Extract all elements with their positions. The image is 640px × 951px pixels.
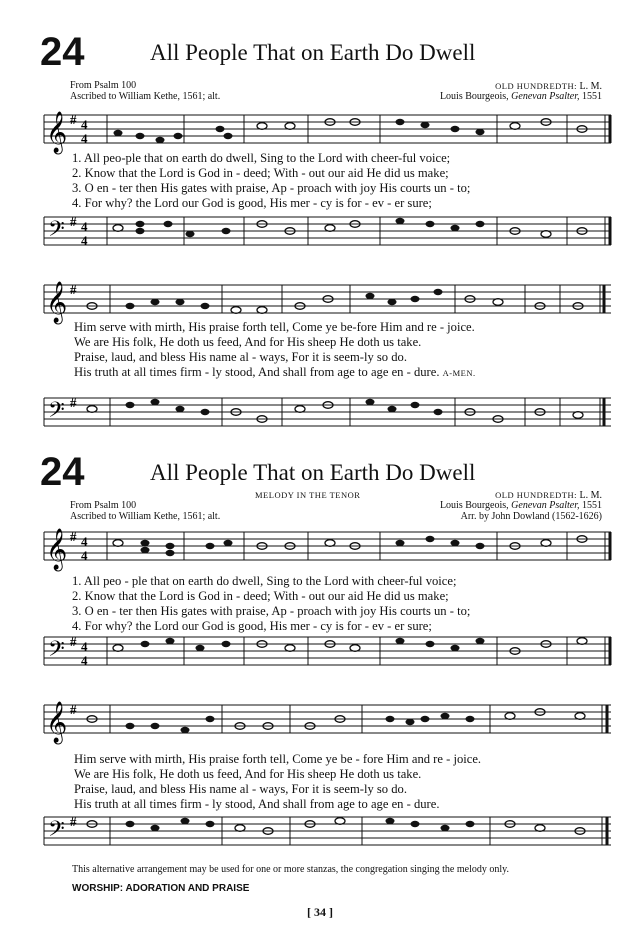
composer-year: 1551 [582, 91, 602, 102]
meter: L. M. [579, 81, 602, 92]
text-source: From Psalm 100 [70, 80, 137, 91]
composer-work: Genevan Psalter, [511, 91, 580, 102]
page-number: [ 34 ] [307, 905, 333, 919]
svg-text:4: 4 [81, 131, 88, 146]
svg-text:𝄞: 𝄞 [46, 112, 68, 153]
verse-lines [74, 752, 481, 812]
bass-staff [0, 393, 640, 443]
verse-line: 2. Know that the Lord is God in - deed; With - out our aid He did us make; [72, 166, 449, 180]
verse-line: 3. O en - ter then His gates with praise, Ap - proach with joy His courts un - to; [72, 181, 471, 195]
verse-line: Praise, laud, and bless His name al - ways, For it is seem-ly so do. [74, 350, 407, 364]
svg-text:4: 4 [81, 534, 88, 549]
hymn-title: All People That on Earth Do Dwell [150, 460, 476, 485]
verse-line: We are His folk, He doth us feed, And for His sheep He doth us take. [74, 335, 422, 349]
svg-text:#: # [70, 529, 77, 544]
hymn-number: 24 [40, 30, 85, 74]
footnote: This alternative arrangement may be used for one or more stanzas, the congregation singing the melody only. [72, 864, 509, 875]
bass-staff [0, 632, 640, 682]
svg-text:#: # [70, 702, 77, 717]
svg-text:#: # [70, 814, 77, 829]
svg-text:4: 4 [81, 233, 88, 248]
section-heading: WORSHIP: ADORATION AND PRAISE [72, 883, 250, 894]
text-author: Ascribed to William Kethe, 1561; alt. [70, 91, 221, 102]
arrangement-note: MELODY IN THE TENOR [255, 490, 361, 500]
verse-lines [72, 574, 470, 634]
composer-work: Genevan Psalter, [511, 500, 580, 511]
hymn-title: All People That on Earth Do Dwell [150, 40, 476, 65]
text-author: Ascribed to William Kethe, 1561; alt. [70, 511, 221, 522]
svg-text:𝄞: 𝄞 [46, 282, 68, 323]
tune-label: OLD HUNDREDTH: [495, 490, 577, 500]
verse-line: 4. For why? the Lord our God is good, His mer - cy is for - ev - er sure; [72, 619, 432, 633]
svg-text:#: # [70, 214, 77, 229]
svg-text:𝄢: 𝄢 [48, 217, 65, 247]
composer-year: 1551 [582, 500, 602, 511]
verse-line: 3. O en - ter then His gates with praise, Ap - proach with joy His courts un - to; [72, 604, 471, 618]
treble-staff [0, 527, 640, 577]
svg-text:4: 4 [81, 219, 88, 234]
svg-text:𝄢: 𝄢 [48, 817, 65, 847]
svg-text:#: # [70, 395, 77, 410]
bass-staff [0, 212, 640, 262]
amen-label: A-MEN. [442, 368, 476, 378]
tune-label: OLD HUNDREDTH: [495, 81, 577, 91]
svg-text:4: 4 [81, 653, 88, 668]
verse-line: Him serve with mirth, His praise forth tell, Come ye be-fore Him and re - joice. [74, 320, 475, 334]
verse-text: His truth at all times firm - ly stood, And shall from age to age en - dure. [74, 365, 440, 379]
svg-text:4: 4 [81, 548, 88, 563]
meter: L. M. [579, 490, 602, 501]
svg-text:𝄞: 𝄞 [46, 702, 68, 743]
svg-text:4: 4 [81, 639, 88, 654]
composer-name: Louis Bourgeois, [439, 500, 509, 511]
composer-name: Louis Bourgeois, [439, 91, 509, 102]
verse-line: Him serve with mirth, His praise forth tell, Come ye be - fore Him and re - joice. [74, 752, 482, 766]
svg-text:4: 4 [81, 117, 88, 132]
text-source: From Psalm 100 [70, 500, 137, 511]
verse-line: His truth at all times firm - ly stood, And shall from age to age en - dure. [74, 797, 440, 811]
verse-line: 1. All peo - ple that on earth do dwell, Sing to the Lord with cheer-ful voice; [72, 574, 457, 588]
verse-line: 2. Know that the Lord is God in - deed; With - out our aid He did us make; [72, 589, 449, 603]
bass-staff [0, 812, 640, 862]
verse-line [74, 365, 476, 380]
svg-text:𝄢: 𝄢 [48, 637, 65, 667]
svg-text:#: # [70, 634, 77, 649]
verse-line: 1. All peo-ple that on earth do dwell, Sing to the Lord with cheer-ful voice; [72, 151, 451, 165]
verse-line: 4. For why? the Lord our God is good, His mer - cy is for - ev - er sure; [72, 196, 432, 210]
verse-lines [72, 151, 470, 211]
arranger: Arr. by John Dowland (1562-1626) [460, 511, 602, 522]
svg-text:#: # [70, 112, 77, 127]
verse-line: We are His folk, He doth us feed, And for His sheep He doth us take. [74, 767, 422, 781]
svg-text:𝄞: 𝄞 [46, 529, 68, 570]
svg-text:𝄢: 𝄢 [48, 398, 65, 428]
verse-line: Praise, laud, and bless His name al - ways, For it is seem-ly so do. [74, 782, 407, 796]
composer [440, 91, 602, 103]
verse-lines [74, 320, 476, 380]
treble-staff [0, 700, 640, 750]
svg-text:#: # [70, 282, 77, 297]
hymn-number: 24 [40, 450, 85, 494]
